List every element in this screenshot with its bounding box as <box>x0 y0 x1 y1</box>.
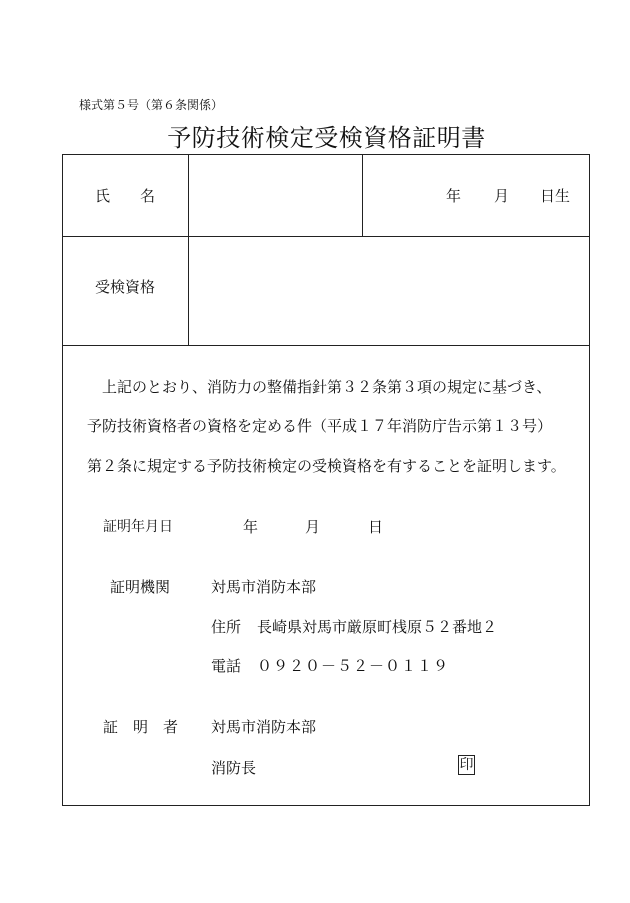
phone-value: ０９２０－５２－０１１９ <box>257 657 450 675</box>
certificate-frame <box>62 154 590 806</box>
seal-box: 印 <box>459 757 474 773</box>
label-column-divider <box>188 154 189 345</box>
certifier-title: 消防長 <box>211 759 257 777</box>
certification-day: 日 <box>368 518 384 536</box>
institution-name: 対馬市消防本部 <box>211 578 317 596</box>
qualification-label: 受検資格 <box>95 278 156 296</box>
birthdate-divider <box>362 154 363 236</box>
birth-year-label: 年 <box>446 187 462 205</box>
certification-year: 年 <box>243 518 259 536</box>
document-title: 予防技術検定受検資格証明書 <box>167 124 486 152</box>
birth-month-label: 月 <box>494 187 510 205</box>
phone-label: 電話 <box>211 657 242 675</box>
certification-date-label: 証明年月日 <box>103 519 173 535</box>
statement-line-1: 上記のとおり、消防力の整備指針第３２条第３項の規定に基づき、 <box>102 378 552 396</box>
institution-label: 証明機関 <box>110 578 171 596</box>
certification-month: 月 <box>305 518 321 536</box>
form-number: 様式第５号（第６条関係） <box>79 98 224 112</box>
address-label: 住所 <box>211 618 242 636</box>
address-value: 長崎県対馬市厳原町桟原５２番地２ <box>257 618 498 636</box>
row-divider-2 <box>62 345 590 346</box>
row-divider-1 <box>62 236 590 237</box>
birth-day-label: 日生 <box>540 187 571 205</box>
certifier-label: 証 明 者 <box>103 718 179 736</box>
name-label: 氏 名 <box>95 187 156 205</box>
certifier-org: 対馬市消防本部 <box>211 718 317 736</box>
statement-line-3: 第２条に規定する予防技術検定の受検資格を有することを証明します。 <box>87 457 566 475</box>
statement-line-2: 予防技術資格者の資格を定める件（平成１７年消防庁告示第１３号） <box>87 417 553 435</box>
